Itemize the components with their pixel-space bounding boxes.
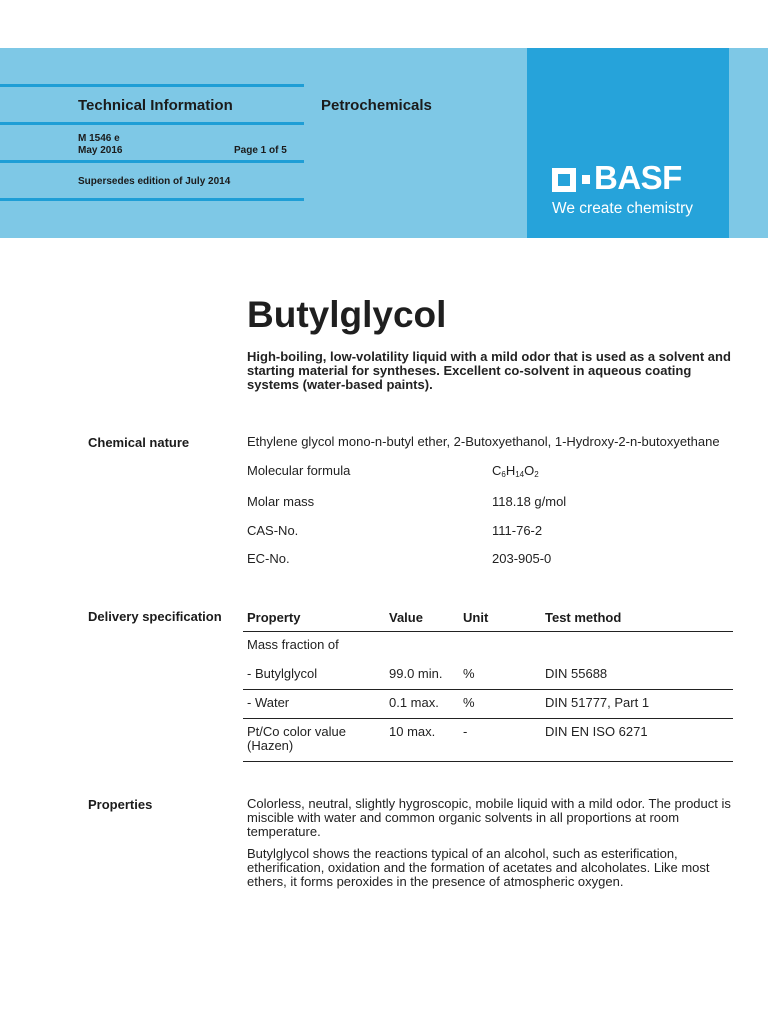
doc-date: May 2016 xyxy=(78,145,123,156)
table-cell-unit: - xyxy=(463,724,468,739)
column-header-test-method: Test method xyxy=(545,610,622,625)
header-rule xyxy=(0,160,304,163)
table-cell-unit: % xyxy=(463,666,475,681)
logo-dash-icon xyxy=(582,175,590,184)
cas-number-value: 111-76-2 xyxy=(492,523,543,538)
division: Petrochemicals xyxy=(321,97,432,114)
ec-number-label: EC-No. xyxy=(247,551,290,566)
molar-mass-value: 118.18 g/mol xyxy=(492,494,567,509)
logo-tagline: We create chemistry xyxy=(552,200,693,217)
page-number: Page 1 of 5 xyxy=(234,145,287,156)
table-rule xyxy=(243,689,733,690)
properties-paragraph: Colorless, neutral, slightly hygroscopic, mobile liquid with a mild odor. The product is miscible with water and common organic solvents in all proportions at room temperature. xyxy=(247,796,731,839)
table-cell-value: 99.0 min. xyxy=(389,666,443,681)
header-rule xyxy=(0,84,304,87)
molecular-formula-value: $C_6H_{14}O_2$ xyxy=(492,463,539,479)
header-rule xyxy=(0,198,304,201)
column-header-unit: Unit xyxy=(463,610,489,625)
basf-logo xyxy=(527,48,729,238)
properties-paragraph: Butylglycol shows the reactions typical of an alcohol, such as esterification, etherification, oxidation and the formation of acetates and alcoholates. Like most ethers, it forms peroxides in the presence of atmospheric oxygen. xyxy=(247,846,710,889)
section-label-properties: Properties xyxy=(88,797,153,812)
logo-wordmark: BASF xyxy=(594,159,682,196)
table-rule xyxy=(243,718,733,719)
table-cell-method: DIN 55688 xyxy=(545,666,608,681)
table-rule xyxy=(243,631,733,632)
cas-number-label: CAS-No. xyxy=(247,523,299,538)
molar-mass-label: Molar mass xyxy=(247,494,315,509)
chemical-synonyms: Ethylene glycol mono-n-butyl ether, 2-Butoxyethanol, 1-Hydroxy-2-n-butoxyethane xyxy=(247,434,720,449)
doc-type: Technical Information xyxy=(78,97,233,114)
section-label-delivery-specification: Delivery specification xyxy=(88,609,222,624)
product-title: Butylglycol xyxy=(247,294,447,335)
ec-number-value: 203-905-0 xyxy=(492,551,552,566)
section-label-chemical-nature: Chemical nature xyxy=(88,435,190,450)
table-cell-method: DIN 51777, Part 1 xyxy=(545,695,650,710)
table-cell-unit: % xyxy=(463,695,475,710)
logo-square-icon xyxy=(552,168,576,192)
header-rule xyxy=(0,122,304,125)
table-cell-value: 0.1 max. xyxy=(389,695,439,710)
column-header-value: Value xyxy=(389,610,423,625)
table-cell-method: DIN EN ISO 6271 xyxy=(545,724,648,739)
table-cell-property: - Butylglycol xyxy=(247,666,318,681)
supersedes-note: Supersedes edition of July 2014 xyxy=(78,176,231,187)
doc-number: M 1546 e xyxy=(78,133,120,144)
table-cell-property: - Water xyxy=(247,695,290,710)
table-cell-property: Pt/Co color value (Hazen) xyxy=(247,724,346,753)
product-intro: High-boiling, low-volatility liquid with a mild odor that is used as a solvent and starting material for syntheses. Excellent co-solvent in aqueous coating systems (water-based paints). xyxy=(247,349,731,392)
table-cell-value: 10 max. xyxy=(389,724,436,739)
molecular-formula-label: Molecular formula xyxy=(247,463,351,478)
table-group-label: Mass fraction of xyxy=(247,637,339,652)
column-header-property: Property xyxy=(247,610,301,625)
table-rule xyxy=(243,761,733,762)
